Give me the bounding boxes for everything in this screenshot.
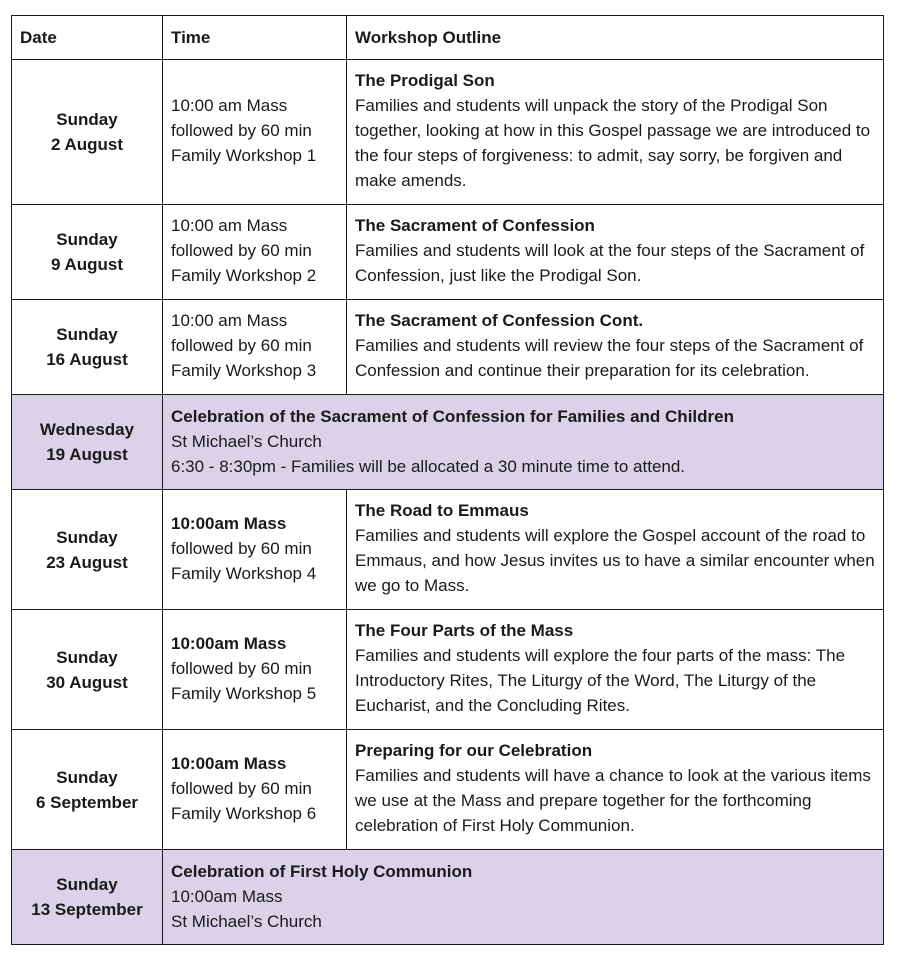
date-label: 23 August (46, 552, 128, 572)
time-line: followed by 60 min (171, 336, 312, 355)
event-time: 10:00am Mass (171, 887, 283, 906)
schedule-row (12, 730, 884, 850)
schedule-row (12, 610, 884, 730)
event-row (12, 395, 884, 490)
time-line: Family Workshop 2 (171, 266, 317, 285)
event-cell (163, 850, 884, 945)
schedule-row (12, 205, 884, 300)
day-label: Sunday (56, 110, 118, 129)
time-line: Family Workshop 5 (171, 684, 317, 703)
time-cell (163, 730, 347, 850)
outline-cell (347, 300, 884, 395)
day-label: Sunday (56, 767, 118, 787)
header-outline: Workshop Outline (347, 16, 884, 60)
day-label: Wednesday (39, 420, 135, 439)
date-cell (12, 730, 163, 850)
workshop-description: Families and students will look at the four steps of the Sacrament of Confession, just like the Prodigal Son. (355, 241, 865, 285)
workshop-title: The Road to Emmaus (355, 501, 529, 520)
header-time: Time (163, 16, 347, 60)
event-location: St Michael’s Church (171, 912, 322, 931)
workshop-title: The Sacrament of Confession (355, 216, 595, 235)
time-line: followed by 60 min (171, 539, 312, 558)
event-time: 6:30 - 8:30pm - Families will be allocated a 30 minute time to attend. (171, 457, 686, 476)
workshop-title: The Prodigal Son (355, 71, 495, 90)
day-label: Sunday (56, 325, 118, 344)
time-line: 10:00 am Mass (171, 96, 288, 115)
time-line: Family Workshop 1 (171, 146, 317, 165)
date-cell (12, 300, 163, 395)
time-line: followed by 60 min (171, 241, 312, 260)
time-line: Family Workshop 4 (171, 564, 317, 583)
time-line: followed by 60 min (171, 779, 312, 798)
schedule-row (12, 300, 884, 395)
day-label: Sunday (56, 527, 118, 547)
workshop-schedule-table (11, 15, 884, 945)
time-cell (163, 610, 347, 730)
time-line: Family Workshop 3 (171, 361, 317, 380)
date-label: 13 September (31, 900, 143, 919)
time-line: 10:00am Mass (171, 634, 287, 653)
event-title: Celebration of the Sacrament of Confession for Families and Children (171, 407, 734, 426)
date-cell (12, 205, 163, 300)
date-label: 16 August (46, 350, 128, 369)
time-line: Family Workshop 6 (171, 804, 317, 823)
date-cell (12, 610, 163, 730)
time-line: 10:00 am Mass (171, 311, 288, 330)
time-line: followed by 60 min (171, 121, 312, 140)
date-cell (12, 490, 163, 610)
event-title: Celebration of First Holy Communion (171, 862, 473, 881)
date-label: 2 August (50, 135, 124, 154)
day-label: Sunday (56, 230, 118, 249)
time-cell (163, 205, 347, 300)
header-row (12, 16, 884, 60)
workshop-description: Families and students will explore the Gospel account of the road to Emmaus, and how Jesus invites us to have a similar encounter when we go to Mass. (355, 526, 875, 595)
workshop-description: Families and students will explore the four parts of the mass: The Introductory Rites, The Liturgy of the Word, The Liturgy of the Eucharist, and the Concluding Rites. (355, 646, 846, 715)
workshop-description: Families and students will review the four steps of the Sacrament of Confession and continue their preparation for its celebration. (355, 336, 864, 380)
event-row (12, 850, 884, 945)
time-line: 10:00am Mass (171, 514, 287, 533)
schedule-row (12, 490, 884, 610)
day-label: Sunday (56, 875, 118, 894)
time-line: 10:00 am Mass (171, 216, 288, 235)
day-label: Sunday (56, 647, 118, 667)
date-label: 19 August (46, 445, 128, 464)
workshop-title: The Four Parts of the Mass (355, 621, 574, 640)
time-cell (163, 300, 347, 395)
event-cell (163, 395, 884, 490)
workshop-description: Families and students will have a chance to look at the various items we use at the Mass and prepare together for the forthcoming celebration of First Holy Communion. (355, 766, 871, 835)
date-label: 30 August (46, 672, 128, 692)
outline-cell (347, 205, 884, 300)
date-cell (12, 850, 163, 945)
outline-cell (347, 730, 884, 850)
date-label: 6 September (35, 792, 139, 812)
workshop-title: Preparing for our Celebration (355, 741, 593, 760)
date-cell (12, 395, 163, 490)
time-cell (163, 60, 347, 205)
time-line: 10:00am Mass (171, 754, 287, 773)
outline-cell (347, 490, 884, 610)
time-line: followed by 60 min (171, 659, 312, 678)
workshop-description: Families and students will unpack the story of the Prodigal Son together, looking at how in this Gospel passage we are introduced to the four steps of forgiveness: to admit, say sorry, be forgiven and make amends. (355, 96, 871, 190)
header-date: Date (12, 16, 163, 60)
date-label: 9 August (50, 255, 124, 274)
date-cell (12, 60, 163, 205)
outline-cell (347, 610, 884, 730)
outline-cell (347, 60, 884, 205)
event-location: St Michael’s Church (171, 432, 322, 451)
time-cell (163, 490, 347, 610)
workshop-title: The Sacrament of Confession Cont. (355, 311, 644, 330)
schedule-row (12, 60, 884, 205)
